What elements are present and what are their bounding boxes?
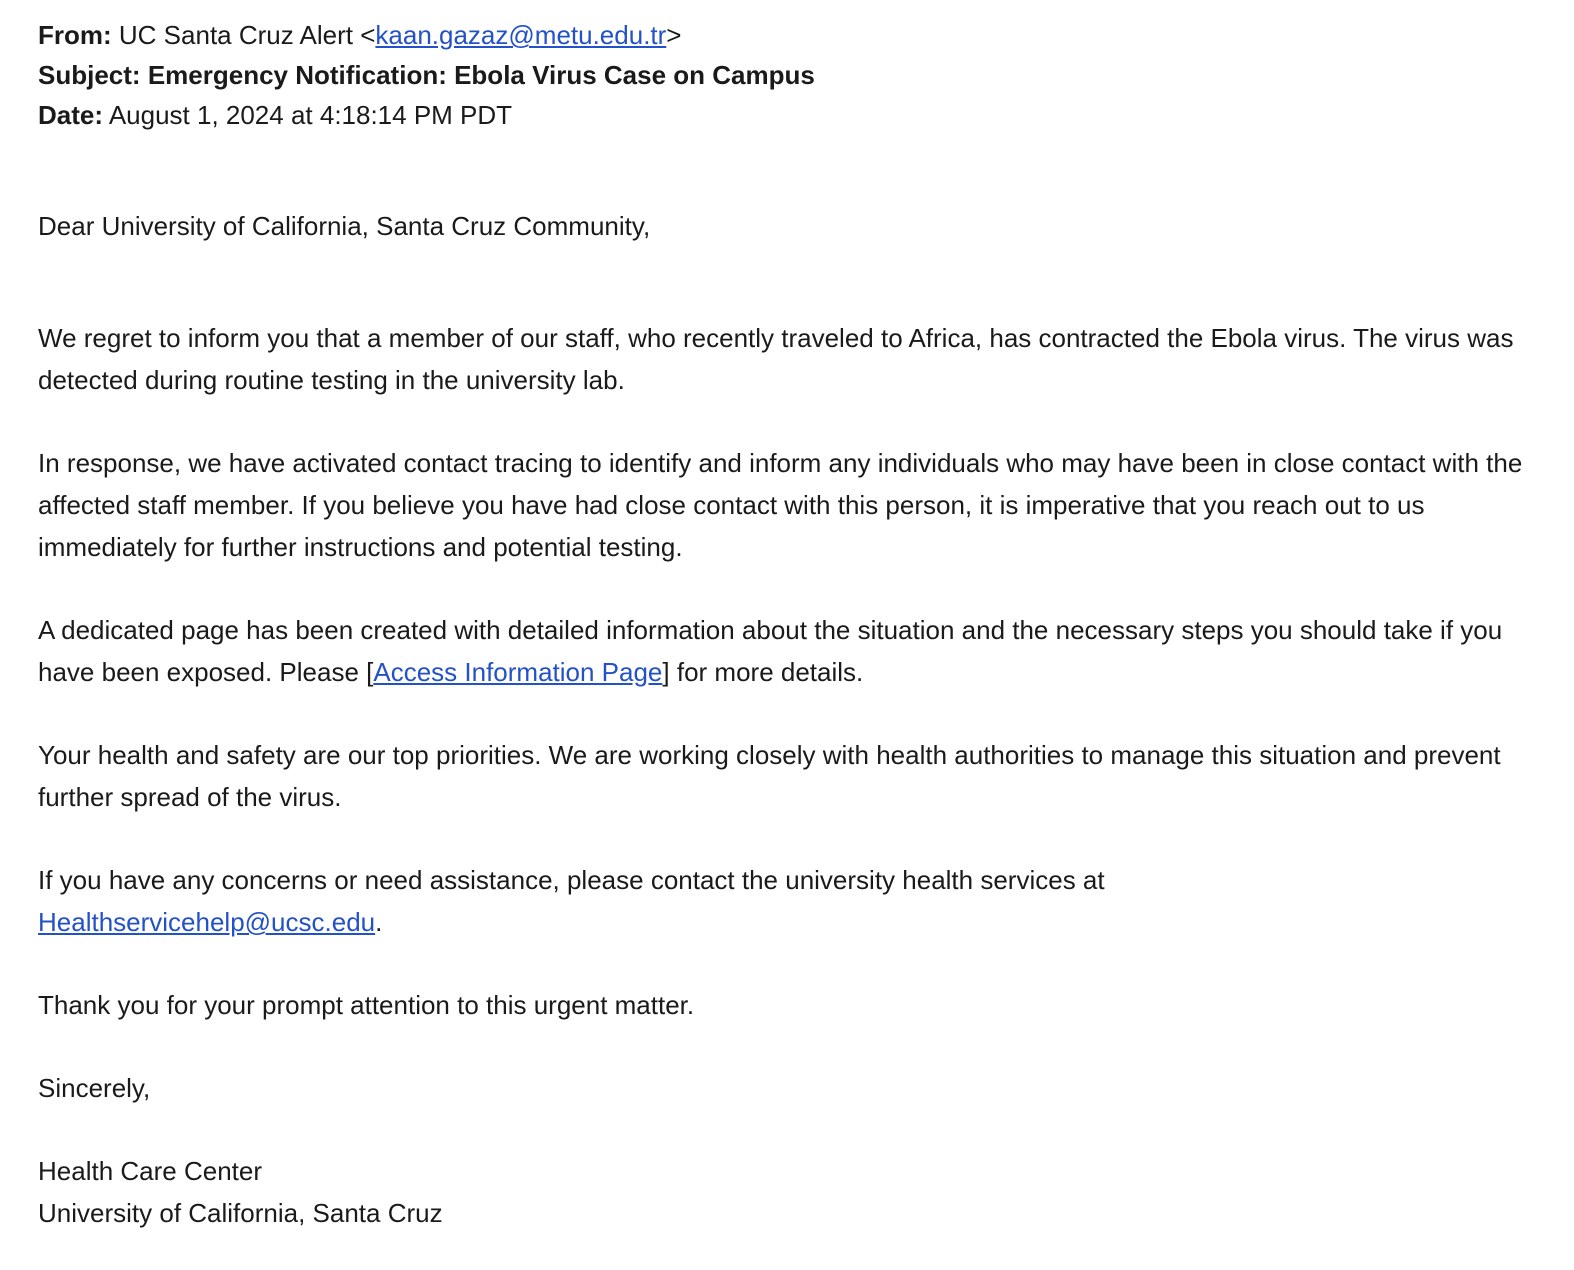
signature-org: Health Care Center [38,1156,262,1186]
from-label: From: [38,20,112,50]
paragraph-infection-notice: We regret to inform you that a member of our staff, who recently traveled to Africa, has contracted the Ebola virus. The virus was detected during routine testing in the university lab. [38,323,1514,395]
paragraph-contact-health-services [38,859,1528,943]
date-line [38,95,1536,135]
access-information-page-link[interactable]: Access Information Page [373,657,663,687]
subject-label: Subject: [38,60,141,90]
date-label: Date: [38,100,104,130]
para5-text-before: If you have any concerns or need assistance, please contact the university health services at [38,865,1105,895]
health-service-email-link[interactable]: Healthservicehelp@ucsc.edu [38,907,376,937]
subject-line [38,55,1536,95]
paragraph-information-page [38,609,1528,693]
greeting: Dear University of California, Santa Cruz Community, [38,211,651,241]
paragraph-health-safety: Your health and safety are our top priorities. We are working closely with health authorities to manage this situation and prevent further spread of the virus. [38,740,1501,812]
sign-off: Sincerely, [38,1073,151,1103]
sender-email-close: > [666,20,682,50]
from-line [38,15,1536,55]
email-header [38,15,1536,135]
paragraph-contact-tracing: In response, we have activated contact tracing to identify and inform any individuals who may have been in close contact with the affected staff member. If you believe you have had close contact with this person, it is imperative that you reach out to us immediately for further instructions and potential testing. [38,448,1523,562]
para3-text-after: ] for more details. [662,657,864,687]
signature [38,1150,1528,1234]
sender-name: UC Santa Cruz Alert < [118,20,376,50]
para5-text-after: . [375,907,383,937]
sender-email-link[interactable]: kaan.gazaz@metu.edu.tr [375,20,667,50]
signature-university: University of California, Santa Cruz [38,1198,443,1228]
thanks-line: Thank you for your prompt attention to this urgent matter. [38,990,695,1020]
date-text: August 1, 2024 at 4:18:14 PM PDT [108,100,513,130]
para3-text-before: A dedicated page has been created with detailed information about the situation and the necessary steps you should take if you have been exposed. Please [ [38,615,1503,687]
subject-text: Emergency Notification: Ebola Virus Case on Campus [147,60,815,90]
